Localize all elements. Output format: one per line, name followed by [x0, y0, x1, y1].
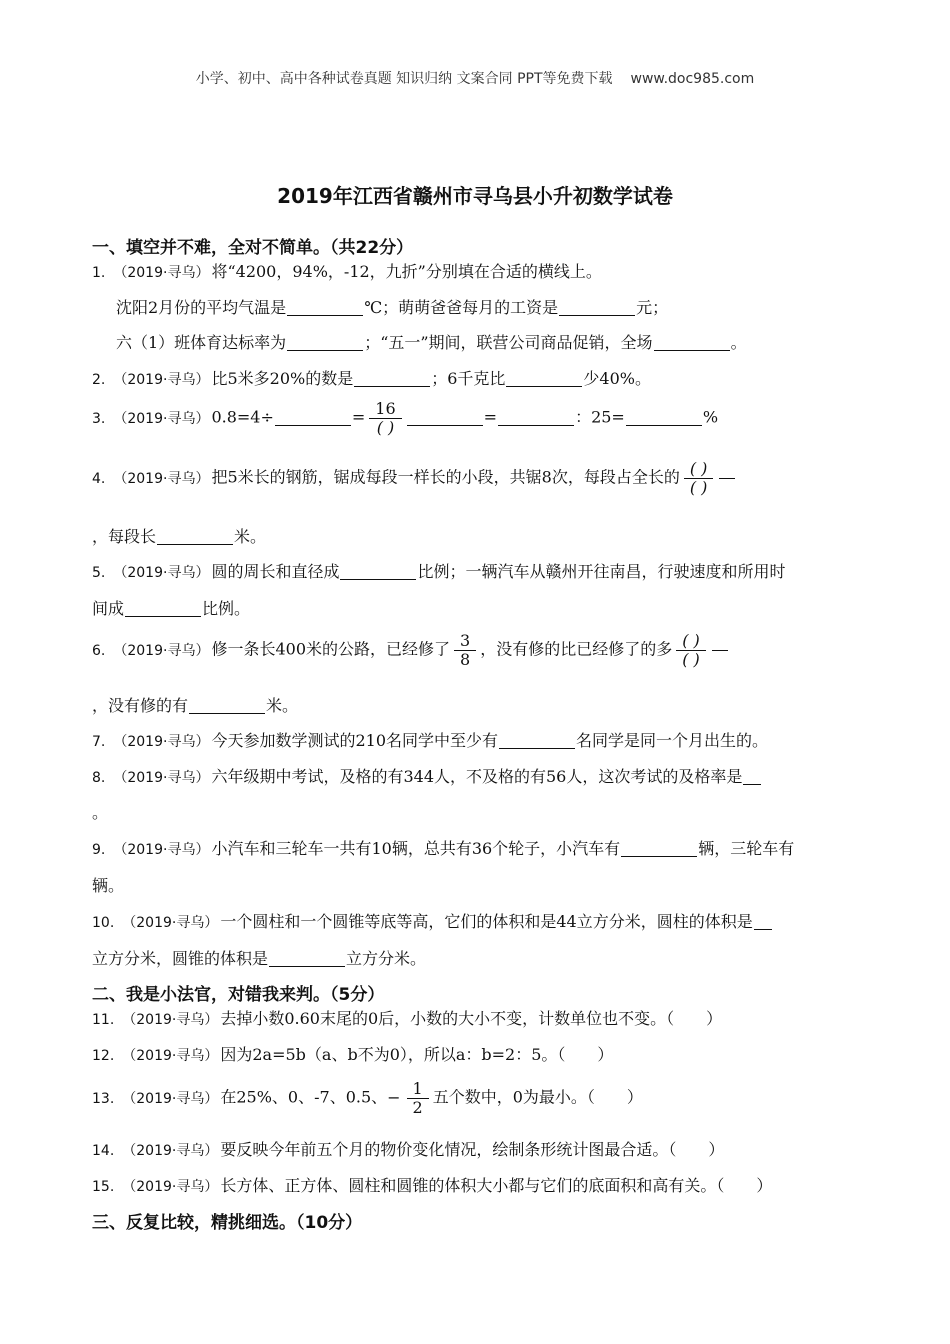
answer-blank[interactable]	[754, 913, 772, 930]
question-number: 2.	[92, 372, 106, 388]
question-8-line-2	[92, 800, 872, 823]
question-text: 元；	[636, 298, 669, 317]
question-1-line-2	[116, 295, 896, 318]
answer-blank[interactable]	[621, 840, 697, 857]
question-text: 少40%。	[583, 369, 651, 388]
question-10-line-2	[92, 946, 872, 969]
question-text: 把5米长的钢筋，锯成每段一样长的小段，共锯8次，每段占全长的	[211, 467, 680, 487]
answer-blank[interactable]	[743, 768, 761, 785]
question-13	[92, 1080, 872, 1116]
page-title: 2019年江西省赣州市寻乌县小升初数学试卷	[277, 184, 673, 208]
question-source: （2019·寻乌）	[113, 565, 210, 581]
question-1-line-3	[116, 330, 896, 353]
question-text: =	[483, 407, 498, 427]
fraction-numerator: 1	[407, 1080, 429, 1099]
question-source: （2019·寻乌）	[113, 642, 210, 659]
question-3	[92, 400, 872, 436]
question-text: 辆，三轮车有	[698, 839, 795, 858]
answer-blank[interactable]	[340, 563, 416, 580]
question-text[interactable]: 去掉小数0.60末尾的0后，小数的大小不变，计数单位也不变。（ ）	[220, 1009, 723, 1028]
question-number: 9.	[92, 842, 106, 858]
answer-blank[interactable]	[157, 528, 233, 545]
question-number: 11.	[92, 1012, 115, 1028]
question-text: 六年级期中考试，及格的有344人，不及格的有56人，这次考试的及格率是	[211, 767, 743, 786]
question-text[interactable]: 五个数中，0为最小。（ ）	[432, 1087, 643, 1107]
question-source: （2019·寻乌）	[122, 1143, 219, 1159]
fraction-denominator: 2	[412, 1097, 423, 1117]
question-text: 小汽车和三轮车一共有10辆，总共有36个轮子，小汽车有	[211, 839, 621, 858]
question-source: （2019·寻乌）	[122, 1012, 219, 1028]
section-heading-3: 三、反复比较，精挑细选。（10分）	[92, 1213, 363, 1233]
question-text: 。	[92, 803, 109, 822]
question-text: 六（1）班体育达标率为	[116, 333, 287, 352]
question-text[interactable]: 因为2a=5b（a、b不为0），所以a：b=2：5。（ ）	[220, 1045, 614, 1064]
question-text: 比例；一辆汽车从赣州开往南昌，行驶速度和所用时	[417, 562, 786, 581]
question-number: 3.	[92, 410, 106, 427]
question-text[interactable]: 长方体、正方体、圆柱和圆锥的体积大小都与它们的底面积和高有关。（ ）	[220, 1176, 773, 1195]
question-source: （2019·寻乌）	[122, 1090, 219, 1107]
question-text: ，每段长	[92, 527, 157, 546]
fraction-blank[interactable]	[676, 632, 706, 668]
question-text: 比例。	[202, 599, 251, 618]
question-5-line-2	[92, 596, 872, 619]
fraction	[369, 400, 401, 436]
fraction-denominator[interactable]: ( )	[376, 417, 395, 437]
question-text: 立方分米，圆锥的体积是	[92, 949, 269, 968]
question-number: 6.	[92, 642, 106, 659]
question-source: （2019·寻乌）	[113, 770, 210, 786]
question-number: 15.	[92, 1179, 115, 1195]
header-url[interactable]: www.doc985.com	[630, 71, 755, 87]
fraction	[454, 632, 476, 668]
question-source: （2019·寻乌）	[113, 410, 210, 427]
question-text: 间成	[92, 599, 125, 618]
answer-blank[interactable]	[498, 409, 574, 426]
question-text: 米。	[234, 527, 267, 546]
question-text: 圆的周长和直径成	[211, 562, 340, 581]
question-text[interactable]: 要反映今年前五个月的物价变化情况，绘制条形统计图最合适。（ ）	[220, 1140, 725, 1159]
question-source: （2019·寻乌）	[113, 470, 210, 487]
fraction-numerator: 16	[369, 400, 401, 419]
question-1	[92, 259, 872, 282]
question-text: ：25=	[575, 407, 625, 427]
question-source: （2019·寻乌）	[122, 1048, 219, 1064]
question-source: （2019·寻乌）	[113, 265, 210, 281]
answer-blank[interactable]	[354, 370, 430, 387]
question-text: ℃；萌萌爸爸每月的工资是	[364, 298, 559, 317]
question-12	[92, 1042, 872, 1065]
question-number: 13.	[92, 1090, 115, 1107]
question-source: （2019·寻乌）	[113, 372, 210, 388]
question-text: ，没有修的有	[92, 696, 189, 715]
question-number: 1.	[92, 265, 106, 281]
question-number: 4.	[92, 470, 106, 487]
question-number: 10.	[92, 915, 115, 931]
question-text: ；6千克比	[431, 369, 506, 388]
answer-blank[interactable]	[407, 409, 483, 426]
question-text: =	[351, 407, 366, 427]
question-text: 一个圆柱和一个圆锥等底等高，它们的体积和是44立方分米，圆柱的体积是	[220, 912, 753, 931]
question-6	[92, 632, 872, 668]
answer-blank[interactable]	[654, 334, 730, 351]
answer-blank[interactable]	[626, 409, 702, 426]
question-number: 14.	[92, 1143, 115, 1159]
question-text: 今天参加数学测试的210名同学中至少有	[211, 731, 498, 750]
question-text: 辆。	[92, 876, 125, 895]
question-text: 0.8=4÷	[211, 407, 274, 427]
question-14	[92, 1137, 872, 1160]
fraction-denominator[interactable]: ( )	[682, 649, 700, 669]
question-source: （2019·寻乌）	[113, 734, 210, 750]
question-number: 8.	[92, 770, 106, 786]
question-9-line-2	[92, 873, 872, 896]
question-2	[92, 366, 872, 389]
section-heading-2: 二、我是小法官，对错我来判。（5分）	[92, 985, 385, 1005]
question-number: 7.	[92, 734, 106, 750]
question-5	[92, 559, 872, 582]
question-source: （2019·寻乌）	[113, 842, 210, 858]
question-source: （2019·寻乌）	[122, 915, 219, 931]
answer-blank[interactable]	[499, 732, 575, 749]
header-text: 小学、初中、高中各种试卷真题 知识归纳 文案合同 PPT等免费下载	[195, 71, 613, 87]
question-text: 在25%、0、-7、0.5、	[220, 1087, 388, 1107]
answer-blank[interactable]	[287, 299, 363, 316]
answer-blank[interactable]	[559, 299, 635, 316]
question-10	[92, 909, 872, 932]
answer-blank[interactable]	[125, 600, 201, 617]
page-header	[0, 68, 950, 88]
question-number: 5.	[92, 565, 106, 581]
fraction-numerator: 3	[454, 632, 476, 651]
question-text: 沈阳2月份的平均气温是	[116, 298, 287, 317]
question-4	[92, 460, 872, 496]
question-text: 修一条长400米的公路，已经修了	[211, 639, 450, 659]
fraction	[407, 1080, 429, 1116]
answer-blank[interactable]	[269, 950, 345, 967]
question-text: 米。	[266, 696, 299, 715]
question-text: 将“4200，94%，-12，九折”分别填在合适的横线上。	[211, 262, 602, 281]
answer-blank[interactable]	[287, 334, 363, 351]
answer-blank[interactable]	[506, 370, 582, 387]
question-text: 立方分米。	[346, 949, 427, 968]
answer-blank[interactable]	[275, 409, 351, 426]
minus-sign: −	[387, 1087, 401, 1107]
question-7	[92, 728, 872, 751]
question-text: 比5米多20%的数是	[211, 369, 354, 388]
question-text: ；“五一”期间，联营公司商品促销，全场	[364, 333, 653, 352]
question-9	[92, 836, 872, 859]
fraction-blank[interactable]	[684, 460, 714, 496]
question-4-line-2	[92, 524, 872, 547]
question-text: ，没有修的比已经修了的多	[480, 639, 673, 659]
answer-blank[interactable]	[189, 697, 265, 714]
fraction-numerator[interactable]: ( )	[684, 460, 714, 479]
question-6-line-2	[92, 693, 872, 716]
question-number: 12.	[92, 1048, 115, 1064]
question-text: 名同学是同一个月出生的。	[576, 731, 769, 750]
question-8	[92, 764, 872, 787]
question-text: %	[702, 407, 719, 427]
fraction-denominator[interactable]: ( )	[689, 477, 708, 497]
fraction-denominator: 8	[460, 649, 471, 669]
fraction-numerator[interactable]: ( )	[676, 632, 706, 651]
trailing-blank[interactable]	[719, 478, 735, 479]
trailing-blank[interactable]	[712, 650, 728, 651]
question-11	[92, 1006, 872, 1029]
question-text: 。	[730, 333, 747, 352]
section-heading-1: 一、填空并不难，全对不简单。（共22分）	[92, 238, 414, 258]
question-15	[92, 1173, 872, 1196]
question-source: （2019·寻乌）	[122, 1179, 219, 1195]
